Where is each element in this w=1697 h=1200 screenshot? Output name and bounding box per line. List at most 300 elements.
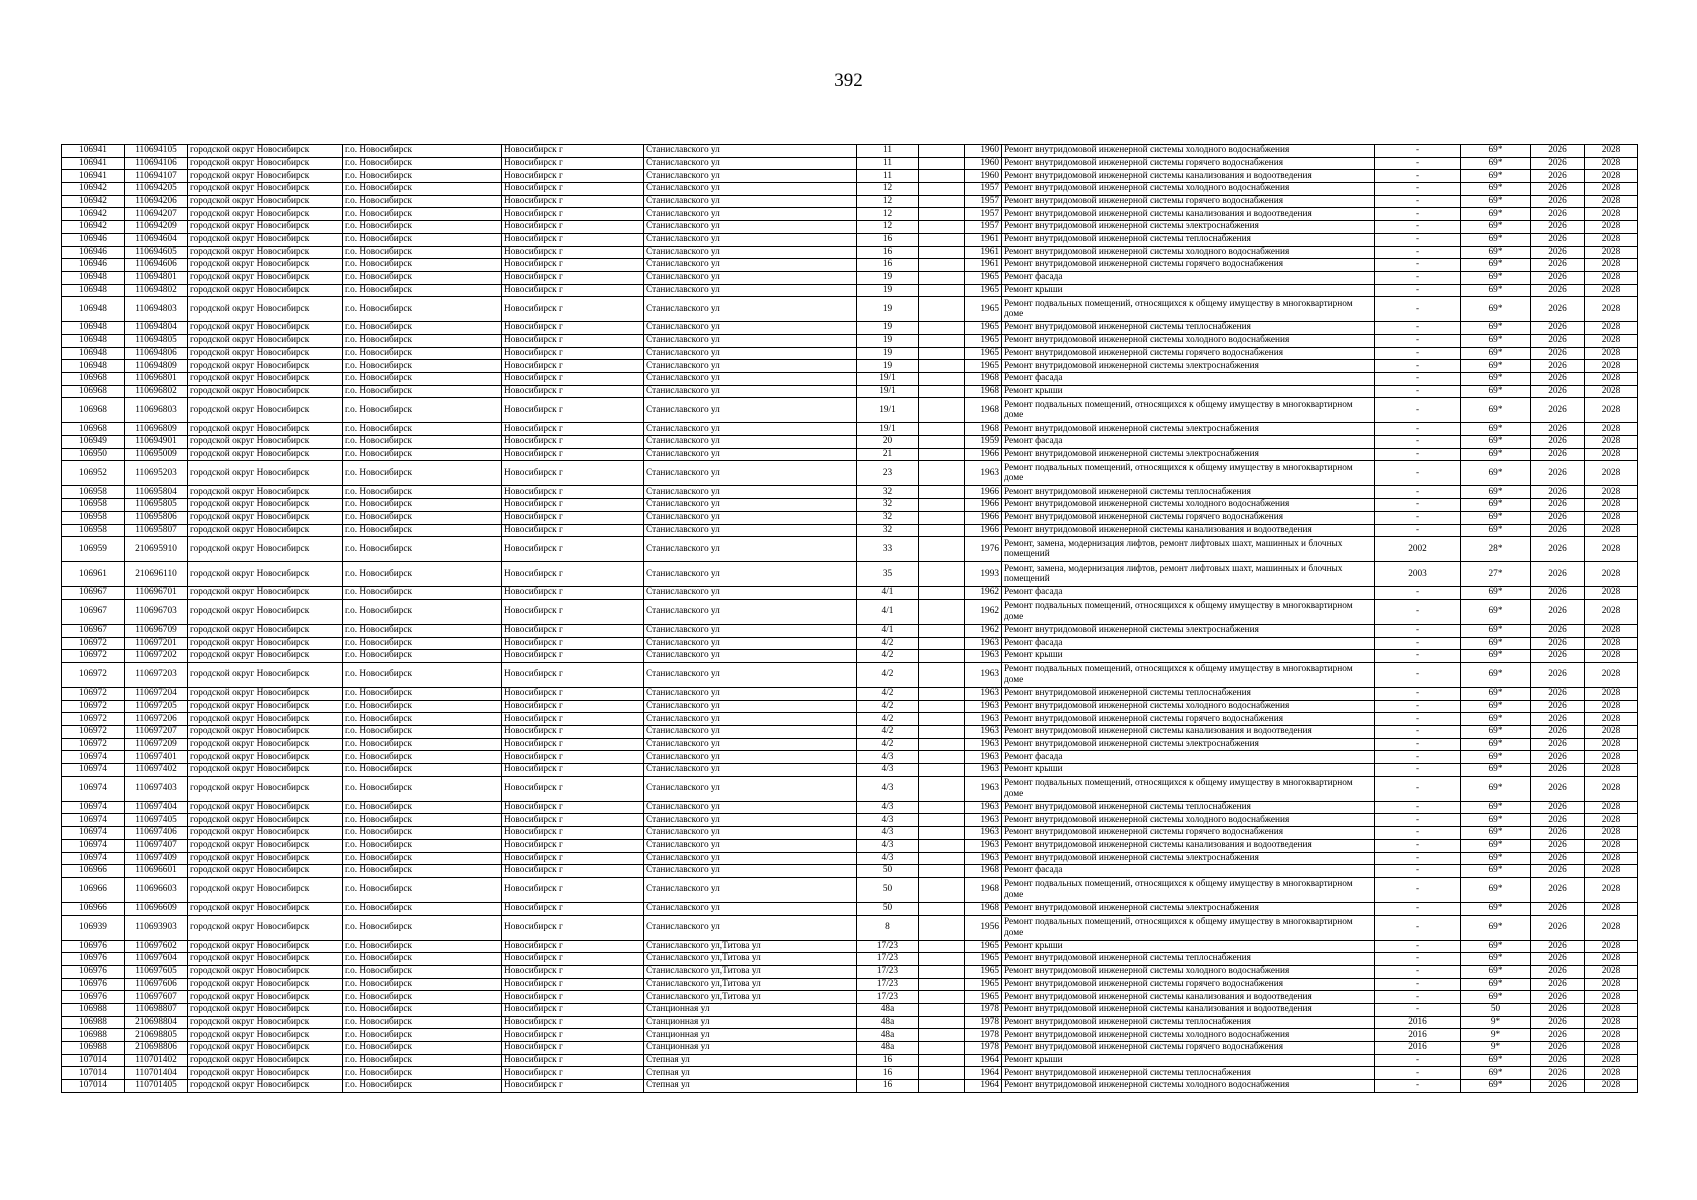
wear-cell: 69* bbox=[1461, 650, 1531, 663]
end-year-cell: 2028 bbox=[1585, 1042, 1638, 1055]
table-row bbox=[62, 524, 1638, 537]
house-number-cell: 32 bbox=[857, 511, 919, 524]
house-number-cell: 50 bbox=[857, 865, 919, 878]
wear-cell: 69* bbox=[1461, 499, 1531, 512]
last-repair-year-cell: - bbox=[1375, 865, 1461, 878]
table-row bbox=[62, 461, 1638, 486]
city-cell: Новосибирск г bbox=[502, 915, 644, 940]
city-cell: Новосибирск г bbox=[502, 624, 644, 637]
work-id-cell: 110697409 bbox=[125, 852, 188, 865]
table-row bbox=[62, 157, 1638, 170]
end-year-cell: 2028 bbox=[1585, 978, 1638, 991]
table-row bbox=[62, 839, 1638, 852]
wear-cell: 69* bbox=[1461, 246, 1531, 259]
street-cell: Станиславского ул bbox=[644, 499, 857, 512]
house-number-cell: 4/3 bbox=[857, 801, 919, 814]
last-repair-year-cell: - bbox=[1375, 334, 1461, 347]
end-year-cell: 2028 bbox=[1585, 624, 1638, 637]
house-id-cell: 106988 bbox=[62, 1004, 125, 1017]
house-number-cell: 16 bbox=[857, 246, 919, 259]
work-type-cell: Ремонт подвальных помещений, относящихся к общему имуществу в многоквартирном доме bbox=[1002, 599, 1375, 624]
work-type-cell: Ремонт внутридомовой инженерной системы канализования и водоотведения bbox=[1002, 1004, 1375, 1017]
house-id-cell: 106967 bbox=[62, 624, 125, 637]
work-id-cell: 110694805 bbox=[125, 334, 188, 347]
house-number-cell: 4/3 bbox=[857, 751, 919, 764]
end-year-cell: 2028 bbox=[1585, 195, 1638, 208]
street-cell: Станиславского ул bbox=[644, 145, 857, 158]
house-number-cell: 4/2 bbox=[857, 650, 919, 663]
building-cell bbox=[919, 1042, 965, 1055]
build-year-cell: 1957 bbox=[965, 208, 1002, 221]
build-year-cell: 1957 bbox=[965, 183, 1002, 196]
work-type-cell: Ремонт фасада bbox=[1002, 436, 1375, 449]
settlement-cell: г.о. Новосибирск bbox=[343, 524, 502, 537]
end-year-cell: 2028 bbox=[1585, 170, 1638, 183]
municipality-cell: городской округ Новосибирск bbox=[188, 297, 343, 322]
building-cell bbox=[919, 259, 965, 272]
work-type-cell: Ремонт внутридомовой инженерной системы электроснабжения bbox=[1002, 448, 1375, 461]
settlement-cell: г.о. Новосибирск bbox=[343, 221, 502, 234]
house-number-cell: 4/3 bbox=[857, 776, 919, 801]
house-number-cell: 19 bbox=[857, 360, 919, 373]
build-year-cell: 1963 bbox=[965, 713, 1002, 726]
house-id-cell: 106950 bbox=[62, 448, 125, 461]
table-row bbox=[62, 865, 1638, 878]
building-cell bbox=[919, 1016, 965, 1029]
wear-cell: 69* bbox=[1461, 776, 1531, 801]
work-type-cell: Ремонт внутридомовой инженерной системы холодного водоснабжения bbox=[1002, 814, 1375, 827]
build-year-cell: 1963 bbox=[965, 764, 1002, 777]
settlement-cell: г.о. Новосибирск bbox=[343, 1042, 502, 1055]
start-year-cell: 2026 bbox=[1531, 726, 1585, 739]
municipality-cell: городской округ Новосибирск bbox=[188, 486, 343, 499]
end-year-cell: 2028 bbox=[1585, 271, 1638, 284]
house-number-cell: 4/2 bbox=[857, 662, 919, 687]
building-cell bbox=[919, 877, 965, 902]
building-cell bbox=[919, 385, 965, 398]
table-row bbox=[62, 827, 1638, 840]
last-repair-year-cell: - bbox=[1375, 284, 1461, 297]
house-number-cell: 19/1 bbox=[857, 398, 919, 423]
table-row bbox=[62, 373, 1638, 386]
house-id-cell: 106974 bbox=[62, 801, 125, 814]
work-type-cell: Ремонт подвальных помещений, относящихся к общему имуществу в многоквартирном доме bbox=[1002, 877, 1375, 902]
settlement-cell: г.о. Новосибирск bbox=[343, 814, 502, 827]
end-year-cell: 2028 bbox=[1585, 1080, 1638, 1093]
last-repair-year-cell: - bbox=[1375, 637, 1461, 650]
start-year-cell: 2026 bbox=[1531, 398, 1585, 423]
building-cell bbox=[919, 423, 965, 436]
wear-cell: 69* bbox=[1461, 1080, 1531, 1093]
settlement-cell: г.о. Новосибирск bbox=[343, 587, 502, 600]
municipality-cell: городской округ Новосибирск bbox=[188, 511, 343, 524]
house-id-cell: 106958 bbox=[62, 511, 125, 524]
city-cell: Новосибирск г bbox=[502, 1016, 644, 1029]
house-id-cell: 106948 bbox=[62, 360, 125, 373]
settlement-cell: г.о. Новосибирск bbox=[343, 347, 502, 360]
house-id-cell: 106974 bbox=[62, 852, 125, 865]
end-year-cell: 2028 bbox=[1585, 852, 1638, 865]
house-number-cell: 4/2 bbox=[857, 726, 919, 739]
work-id-cell: 110701405 bbox=[125, 1080, 188, 1093]
settlement-cell: г.о. Новосибирск bbox=[343, 373, 502, 386]
build-year-cell: 1965 bbox=[965, 271, 1002, 284]
settlement-cell: г.о. Новосибирск bbox=[343, 662, 502, 687]
street-cell: Станционная ул bbox=[644, 1004, 857, 1017]
wear-cell: 69* bbox=[1461, 284, 1531, 297]
work-id-cell: 110694606 bbox=[125, 259, 188, 272]
settlement-cell: г.о. Новосибирск bbox=[343, 499, 502, 512]
end-year-cell: 2028 bbox=[1585, 687, 1638, 700]
street-cell: Станиславского ул bbox=[644, 814, 857, 827]
work-id-cell: 110695009 bbox=[125, 448, 188, 461]
end-year-cell: 2028 bbox=[1585, 700, 1638, 713]
building-cell bbox=[919, 587, 965, 600]
work-type-cell: Ремонт подвальных помещений, относящихся к общему имуществу в многоквартирном доме bbox=[1002, 662, 1375, 687]
settlement-cell: г.о. Новосибирск bbox=[343, 865, 502, 878]
municipality-cell: городской округ Новосибирск bbox=[188, 637, 343, 650]
last-repair-year-cell: 2016 bbox=[1375, 1042, 1461, 1055]
end-year-cell: 2028 bbox=[1585, 587, 1638, 600]
street-cell: Станиславского ул bbox=[644, 486, 857, 499]
building-cell bbox=[919, 978, 965, 991]
last-repair-year-cell: - bbox=[1375, 486, 1461, 499]
work-id-cell: 110693903 bbox=[125, 915, 188, 940]
city-cell: Новосибирск г bbox=[502, 347, 644, 360]
municipality-cell: городской округ Новосибирск bbox=[188, 157, 343, 170]
building-cell bbox=[919, 398, 965, 423]
end-year-cell: 2028 bbox=[1585, 145, 1638, 158]
build-year-cell: 1963 bbox=[965, 839, 1002, 852]
house-id-cell: 106946 bbox=[62, 246, 125, 259]
city-cell: Новосибирск г bbox=[502, 271, 644, 284]
settlement-cell: г.о. Новосибирск bbox=[343, 423, 502, 436]
end-year-cell: 2028 bbox=[1585, 246, 1638, 259]
build-year-cell: 1965 bbox=[965, 965, 1002, 978]
street-cell: Станиславского ул bbox=[644, 801, 857, 814]
last-repair-year-cell: - bbox=[1375, 499, 1461, 512]
settlement-cell: г.о. Новосибирск bbox=[343, 360, 502, 373]
house-number-cell: 4/3 bbox=[857, 852, 919, 865]
start-year-cell: 2026 bbox=[1531, 1080, 1585, 1093]
wear-cell: 69* bbox=[1461, 448, 1531, 461]
work-id-cell: 110697209 bbox=[125, 738, 188, 751]
table-row bbox=[62, 233, 1638, 246]
wear-cell: 69* bbox=[1461, 827, 1531, 840]
table-row bbox=[62, 170, 1638, 183]
city-cell: Новосибирск г bbox=[502, 436, 644, 449]
end-year-cell: 2028 bbox=[1585, 297, 1638, 322]
table-row bbox=[62, 347, 1638, 360]
street-cell: Станиславского ул bbox=[644, 233, 857, 246]
build-year-cell: 1965 bbox=[965, 940, 1002, 953]
start-year-cell: 2026 bbox=[1531, 751, 1585, 764]
start-year-cell: 2026 bbox=[1531, 537, 1585, 562]
work-id-cell: 110694207 bbox=[125, 208, 188, 221]
municipality-cell: городской округ Новосибирск bbox=[188, 334, 343, 347]
settlement-cell: г.о. Новосибирск bbox=[343, 259, 502, 272]
work-type-cell: Ремонт внутридомовой инженерной системы горячего водоснабжения bbox=[1002, 827, 1375, 840]
street-cell: Степная ул bbox=[644, 1067, 857, 1080]
building-cell bbox=[919, 865, 965, 878]
street-cell: Станционная ул bbox=[644, 1029, 857, 1042]
building-cell bbox=[919, 246, 965, 259]
city-cell: Новосибирск г bbox=[502, 448, 644, 461]
table-row bbox=[62, 1042, 1638, 1055]
build-year-cell: 1963 bbox=[965, 801, 1002, 814]
start-year-cell: 2026 bbox=[1531, 776, 1585, 801]
start-year-cell: 2026 bbox=[1531, 700, 1585, 713]
house-number-cell: 19 bbox=[857, 284, 919, 297]
work-type-cell: Ремонт крыши bbox=[1002, 385, 1375, 398]
building-cell bbox=[919, 1054, 965, 1067]
settlement-cell: г.о. Новосибирск bbox=[343, 1029, 502, 1042]
work-type-cell: Ремонт внутридомовой инженерной системы холодного водоснабжения bbox=[1002, 965, 1375, 978]
start-year-cell: 2026 bbox=[1531, 953, 1585, 966]
street-cell: Станиславского ул bbox=[644, 398, 857, 423]
wear-cell: 69* bbox=[1461, 814, 1531, 827]
house-id-cell: 106948 bbox=[62, 334, 125, 347]
work-type-cell: Ремонт подвальных помещений, относящихся к общему имуществу в многоквартирном доме bbox=[1002, 398, 1375, 423]
settlement-cell: г.о. Новосибирск bbox=[343, 877, 502, 902]
start-year-cell: 2026 bbox=[1531, 978, 1585, 991]
wear-cell: 69* bbox=[1461, 953, 1531, 966]
municipality-cell: городской округ Новосибирск bbox=[188, 373, 343, 386]
work-id-cell: 110697207 bbox=[125, 726, 188, 739]
city-cell: Новосибирск г bbox=[502, 1067, 644, 1080]
table-row bbox=[62, 334, 1638, 347]
building-cell bbox=[919, 1004, 965, 1017]
settlement-cell: г.о. Новосибирск bbox=[343, 284, 502, 297]
municipality-cell: городской округ Новосибирск bbox=[188, 195, 343, 208]
house-id-cell: 106972 bbox=[62, 713, 125, 726]
municipality-cell: городской округ Новосибирск bbox=[188, 246, 343, 259]
wear-cell: 69* bbox=[1461, 398, 1531, 423]
end-year-cell: 2028 bbox=[1585, 599, 1638, 624]
table-body bbox=[62, 145, 1638, 1093]
settlement-cell: г.о. Новосибирск bbox=[343, 398, 502, 423]
settlement-cell: г.о. Новосибирск bbox=[343, 599, 502, 624]
settlement-cell: г.о. Новосибирск bbox=[343, 246, 502, 259]
house-number-cell: 4/1 bbox=[857, 587, 919, 600]
street-cell: Станиславского ул bbox=[644, 195, 857, 208]
table-row bbox=[62, 965, 1638, 978]
table-row bbox=[62, 486, 1638, 499]
house-id-cell: 106958 bbox=[62, 499, 125, 512]
last-repair-year-cell: - bbox=[1375, 764, 1461, 777]
capital-repair-table bbox=[61, 144, 1638, 1093]
start-year-cell: 2026 bbox=[1531, 334, 1585, 347]
building-cell bbox=[919, 687, 965, 700]
build-year-cell: 1963 bbox=[965, 637, 1002, 650]
start-year-cell: 2026 bbox=[1531, 373, 1585, 386]
start-year-cell: 2026 bbox=[1531, 687, 1585, 700]
building-cell bbox=[919, 183, 965, 196]
work-id-cell: 110697403 bbox=[125, 776, 188, 801]
last-repair-year-cell: - bbox=[1375, 360, 1461, 373]
table-row bbox=[62, 624, 1638, 637]
start-year-cell: 2026 bbox=[1531, 877, 1585, 902]
settlement-cell: г.о. Новосибирск bbox=[343, 839, 502, 852]
build-year-cell: 1966 bbox=[965, 524, 1002, 537]
work-id-cell: 110696701 bbox=[125, 587, 188, 600]
wear-cell: 69* bbox=[1461, 360, 1531, 373]
work-id-cell: 110697202 bbox=[125, 650, 188, 663]
house-id-cell: 106967 bbox=[62, 599, 125, 624]
work-type-cell: Ремонт внутридомовой инженерной системы канализования и водоотведения bbox=[1002, 726, 1375, 739]
city-cell: Новосибирск г bbox=[502, 1054, 644, 1067]
table-row bbox=[62, 360, 1638, 373]
build-year-cell: 1963 bbox=[965, 461, 1002, 486]
street-cell: Станиславского ул bbox=[644, 839, 857, 852]
street-cell: Станиславского ул bbox=[644, 423, 857, 436]
house-number-cell: 19 bbox=[857, 322, 919, 335]
settlement-cell: г.о. Новосибирск bbox=[343, 562, 502, 587]
house-id-cell: 106939 bbox=[62, 915, 125, 940]
end-year-cell: 2028 bbox=[1585, 940, 1638, 953]
city-cell: Новосибирск г bbox=[502, 322, 644, 335]
table-row bbox=[62, 687, 1638, 700]
table-row bbox=[62, 814, 1638, 827]
build-year-cell: 1965 bbox=[965, 360, 1002, 373]
house-id-cell: 106966 bbox=[62, 865, 125, 878]
last-repair-year-cell: - bbox=[1375, 776, 1461, 801]
city-cell: Новосибирск г bbox=[502, 486, 644, 499]
street-cell: Станиславского ул bbox=[644, 360, 857, 373]
work-type-cell: Ремонт внутридомовой инженерной системы теплоснабжения bbox=[1002, 322, 1375, 335]
street-cell: Станиславского ул,Титова ул bbox=[644, 940, 857, 953]
start-year-cell: 2026 bbox=[1531, 865, 1585, 878]
settlement-cell: г.о. Новосибирск bbox=[343, 687, 502, 700]
city-cell: Новосибирск г bbox=[502, 637, 644, 650]
work-id-cell: 110696801 bbox=[125, 373, 188, 386]
municipality-cell: городской округ Новосибирск bbox=[188, 687, 343, 700]
settlement-cell: г.о. Новосибирск bbox=[343, 461, 502, 486]
building-cell bbox=[919, 297, 965, 322]
municipality-cell: городской округ Новосибирск bbox=[188, 360, 343, 373]
street-cell: Станиславского ул bbox=[644, 687, 857, 700]
house-id-cell: 106972 bbox=[62, 726, 125, 739]
wear-cell: 28* bbox=[1461, 537, 1531, 562]
wear-cell: 69* bbox=[1461, 940, 1531, 953]
city-cell: Новосибирск г bbox=[502, 208, 644, 221]
table-row bbox=[62, 183, 1638, 196]
wear-cell: 69* bbox=[1461, 423, 1531, 436]
building-cell bbox=[919, 233, 965, 246]
house-id-cell: 106968 bbox=[62, 373, 125, 386]
building-cell bbox=[919, 271, 965, 284]
street-cell: Станиславского ул bbox=[644, 246, 857, 259]
build-year-cell: 1961 bbox=[965, 246, 1002, 259]
work-type-cell: Ремонт внутридомовой инженерной системы теплоснабжения bbox=[1002, 233, 1375, 246]
city-cell: Новосибирск г bbox=[502, 398, 644, 423]
work-id-cell: 110695203 bbox=[125, 461, 188, 486]
build-year-cell: 1957 bbox=[965, 195, 1002, 208]
build-year-cell: 1978 bbox=[965, 1042, 1002, 1055]
house-number-cell: 19 bbox=[857, 271, 919, 284]
last-repair-year-cell: - bbox=[1375, 145, 1461, 158]
last-repair-year-cell: - bbox=[1375, 1054, 1461, 1067]
wear-cell: 9* bbox=[1461, 1016, 1531, 1029]
work-id-cell: 110694803 bbox=[125, 297, 188, 322]
build-year-cell: 1961 bbox=[965, 259, 1002, 272]
build-year-cell: 1963 bbox=[965, 751, 1002, 764]
table-row bbox=[62, 700, 1638, 713]
street-cell: Станиславского ул bbox=[644, 221, 857, 234]
work-id-cell: 110694605 bbox=[125, 246, 188, 259]
end-year-cell: 2028 bbox=[1585, 953, 1638, 966]
start-year-cell: 2026 bbox=[1531, 1004, 1585, 1017]
building-cell bbox=[919, 436, 965, 449]
municipality-cell: городской округ Новосибирск bbox=[188, 385, 343, 398]
street-cell: Станиславского ул bbox=[644, 776, 857, 801]
work-type-cell: Ремонт внутридомовой инженерной системы холодного водоснабжения bbox=[1002, 1029, 1375, 1042]
city-cell: Новосибирск г bbox=[502, 183, 644, 196]
start-year-cell: 2026 bbox=[1531, 662, 1585, 687]
house-id-cell: 106949 bbox=[62, 436, 125, 449]
municipality-cell: городской округ Новосибирск bbox=[188, 436, 343, 449]
wear-cell: 69* bbox=[1461, 511, 1531, 524]
wear-cell: 69* bbox=[1461, 764, 1531, 777]
table-row bbox=[62, 322, 1638, 335]
building-cell bbox=[919, 624, 965, 637]
work-type-cell: Ремонт внутридомовой инженерной системы теплоснабжения bbox=[1002, 1067, 1375, 1080]
start-year-cell: 2026 bbox=[1531, 423, 1585, 436]
end-year-cell: 2028 bbox=[1585, 814, 1638, 827]
wear-cell: 69* bbox=[1461, 726, 1531, 739]
work-type-cell: Ремонт внутридомовой инженерной системы электроснабжения bbox=[1002, 423, 1375, 436]
start-year-cell: 2026 bbox=[1531, 360, 1585, 373]
start-year-cell: 2026 bbox=[1531, 852, 1585, 865]
table-row bbox=[62, 1080, 1638, 1093]
settlement-cell: г.о. Новосибирск bbox=[343, 157, 502, 170]
house-id-cell: 106976 bbox=[62, 978, 125, 991]
municipality-cell: городской округ Новосибирск bbox=[188, 1029, 343, 1042]
house-number-cell: 32 bbox=[857, 486, 919, 499]
house-number-cell: 35 bbox=[857, 562, 919, 587]
end-year-cell: 2028 bbox=[1585, 713, 1638, 726]
start-year-cell: 2026 bbox=[1531, 637, 1585, 650]
city-cell: Новосибирск г bbox=[502, 499, 644, 512]
wear-cell: 69* bbox=[1461, 461, 1531, 486]
build-year-cell: 1965 bbox=[965, 978, 1002, 991]
build-year-cell: 1962 bbox=[965, 587, 1002, 600]
wear-cell: 69* bbox=[1461, 599, 1531, 624]
work-type-cell: Ремонт внутридомовой инженерной системы холодного водоснабжения bbox=[1002, 145, 1375, 158]
build-year-cell: 1968 bbox=[965, 423, 1002, 436]
municipality-cell: городской округ Новосибирск bbox=[188, 347, 343, 360]
work-type-cell: Ремонт внутридомовой инженерной системы электроснабжения bbox=[1002, 852, 1375, 865]
last-repair-year-cell: - bbox=[1375, 726, 1461, 739]
city-cell: Новосибирск г bbox=[502, 1080, 644, 1093]
municipality-cell: городской округ Новосибирск bbox=[188, 599, 343, 624]
table-row bbox=[62, 877, 1638, 902]
house-id-cell: 106972 bbox=[62, 700, 125, 713]
work-type-cell: Ремонт подвальных помещений, относящихся к общему имуществу в многоквартирном доме bbox=[1002, 461, 1375, 486]
city-cell: Новосибирск г bbox=[502, 827, 644, 840]
house-number-cell: 4/3 bbox=[857, 764, 919, 777]
building-cell bbox=[919, 208, 965, 221]
start-year-cell: 2026 bbox=[1531, 195, 1585, 208]
building-cell bbox=[919, 1080, 965, 1093]
wear-cell: 69* bbox=[1461, 183, 1531, 196]
work-id-cell: 110697404 bbox=[125, 801, 188, 814]
street-cell: Станиславского ул bbox=[644, 624, 857, 637]
table-row bbox=[62, 902, 1638, 915]
building-cell bbox=[919, 461, 965, 486]
end-year-cell: 2028 bbox=[1585, 562, 1638, 587]
work-type-cell: Ремонт внутридомовой инженерной системы электроснабжения bbox=[1002, 738, 1375, 751]
